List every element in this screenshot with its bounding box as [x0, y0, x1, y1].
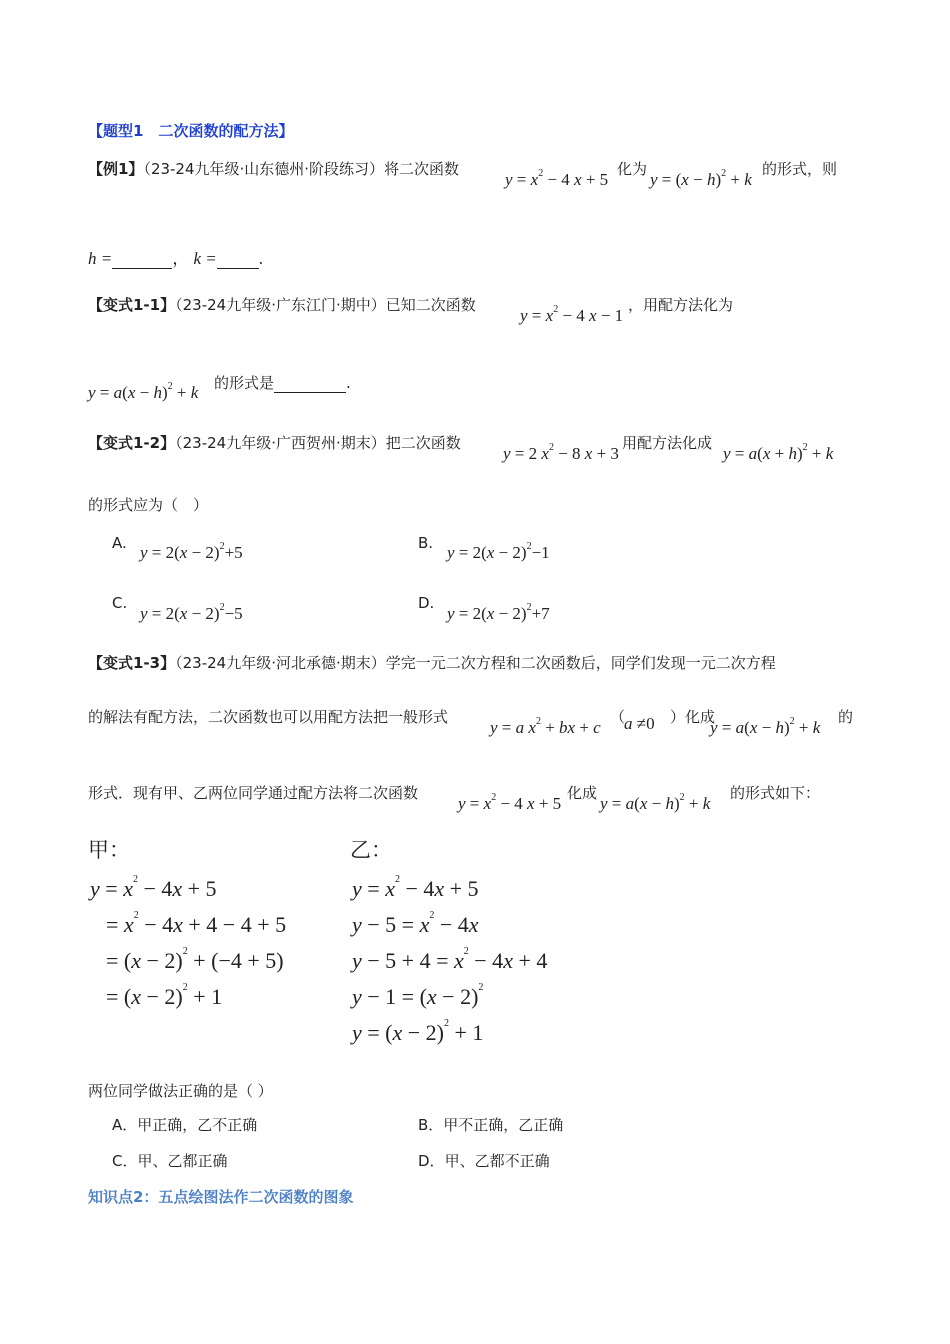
v13-expr-vertex: $y = a(x - h)^2 + k$ — [710, 716, 821, 737]
v12-tag: 【变式1-2】 — [88, 434, 176, 452]
v12-expr1: y = 2 $x^2 - 8$ x + 3 — [503, 442, 619, 463]
answer-k-label: k = — [193, 249, 217, 268]
v13-line2b: （ — [610, 708, 626, 726]
v11-source: （23-24九年级·广东江门·期中）已知二次函数 — [175, 296, 476, 314]
v13-expr-general: y = a $x^2$ + bx + c — [490, 716, 601, 737]
yi-label: 乙： — [350, 838, 392, 862]
v12-option-b-expr: $y = 2(x - 2)^2-1$ — [447, 541, 550, 562]
v11-tail: ，用配方法化为 — [628, 296, 734, 314]
jia-step-4: = $(x - 2)^2 + 1$ — [106, 982, 223, 1009]
v11-expr2: $y = a(x - h)^2 + k$ — [88, 381, 199, 402]
example1-mid: 化为 — [617, 160, 648, 178]
v13-line3a: 形式．现有甲、乙两位同学通过配方法将二次函数 — [88, 784, 419, 802]
v11-line1 — [88, 294, 476, 315]
v11-tag: 【变式1-1】 — [88, 296, 176, 314]
yi-step-3: $y - 5 + 4 = x^2 - 4x + 4$ — [352, 946, 548, 973]
v13-a-neq0: a ≠0 — [624, 714, 655, 733]
v12-option-d-letter[interactable]: D. — [418, 594, 435, 612]
v13-tag: 【变式1-3】 — [88, 654, 176, 672]
v13-line3c: 的形式如下： — [730, 784, 821, 802]
yi-step-2: $y - 5 = x^2 - 4x$ — [352, 910, 479, 937]
example1-answers: h = ， k = . — [88, 249, 264, 268]
example1-tag: 【例1】 — [88, 160, 144, 178]
jia-step-1: $y = x^2 - 4x + 5$ — [90, 874, 217, 901]
answer-h-blank[interactable] — [112, 254, 172, 269]
v13-choice-d[interactable]: D．甲、乙都不正确 — [418, 1152, 550, 1170]
v13-line1-text: （23-24九年级·河北承德·期末）学完一元二次方程和二次函数后，同学们发现一元二次方程 — [175, 654, 776, 672]
v13-choice-b[interactable]: B．甲不正确，乙正确 — [418, 1116, 564, 1134]
section-heading: 【题型1 二次函数的配方法】 — [88, 122, 294, 140]
v13-choice-c[interactable]: C．甲、乙都正确 — [112, 1152, 228, 1170]
v12-mid: 用配方法化成 — [622, 434, 713, 452]
example1-expr1: $y = x^2 - 4$ x + 5 — [505, 168, 609, 189]
v12-line2: 的形式应为（ ） — [88, 496, 209, 514]
v12-line1 — [88, 432, 461, 453]
example1-source: （23-24九年级·山东德州·阶段练习）将二次函数 — [143, 160, 460, 178]
v11-answer-blank[interactable] — [274, 378, 346, 393]
yi-step-5: $y = (x - 2)^2 + 1$ — [352, 1018, 484, 1045]
v13-expr3: $y = x^2 - 4$ x + 5 — [458, 792, 562, 813]
v12-option-c-expr: $y = 2(x - 2)^2-5$ — [140, 602, 243, 623]
v11-expr1: $y = x^2 - 4$ x − 1 — [520, 304, 624, 325]
v12-option-c-letter[interactable]: C. — [112, 594, 128, 612]
v13-expr4: $y = a(x - h)^2 + k$ — [600, 792, 711, 813]
v13-line2d: 的 — [838, 708, 854, 726]
v12-option-a-letter[interactable]: A. — [112, 534, 127, 552]
answer-h-label: h = — [88, 249, 113, 268]
v13-line1 — [88, 652, 776, 673]
yi-step-1: $y = x^2 - 4x + 5$ — [352, 874, 479, 901]
v13-line3b: 化成 — [567, 784, 598, 802]
example1-tail: 的形式，则 — [762, 160, 838, 178]
v11-line2-text: 的形式是 — [214, 374, 275, 392]
example1-expr2: $y = (x - h)^2 + k$ — [650, 168, 752, 189]
jia-label: 甲： — [88, 838, 130, 862]
v12-source: （23-24九年级·广西贺州·期末）把二次函数 — [175, 434, 461, 452]
section2-heading: 知识点2：五点绘图法作二次函数的图象 — [88, 1188, 354, 1206]
v12-option-a-expr: $y = 2(x - 2)^2+5$ — [140, 541, 243, 562]
jia-step-3: = $(x - 2)^2 + (-4 + 5)$ — [106, 946, 284, 973]
yi-step-4: $y - 1 = (x - 2)^2$ — [352, 982, 484, 1009]
v12-expr2: $y = a(x + h)^2 + k$ — [723, 442, 834, 463]
jia-step-2: = $x^2 - 4x + 4 - 4 + 5$ — [106, 910, 287, 937]
answer-k-blank[interactable] — [217, 254, 259, 269]
v12-option-d-expr: $y = 2(x - 2)^2+7$ — [447, 602, 550, 623]
v11-line2: 的形式是 . — [214, 374, 351, 392]
v13-choice-a[interactable]: A．甲正确，乙不正确 — [112, 1116, 258, 1134]
v12-option-b-letter[interactable]: B. — [418, 534, 434, 552]
v13-question: 两位同学做法正确的是（ ） — [88, 1082, 273, 1100]
v13-line2c: ）化成 — [670, 708, 716, 726]
example1-line1 — [88, 158, 459, 179]
v13-line2a: 的解法有配方法，二次函数也可以用配方法把一般形式 — [88, 708, 449, 726]
